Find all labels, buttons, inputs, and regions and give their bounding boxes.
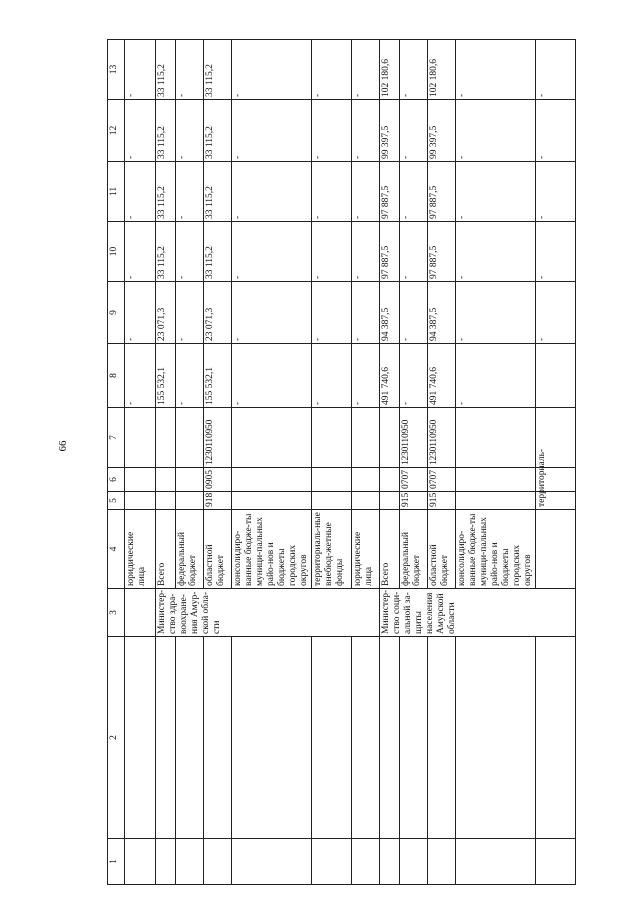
ministry-name-cell: Министер-ство здра-воохране-ния Амур-ской обла-сти: [156, 589, 380, 637]
table-cell: -: [536, 40, 576, 100]
table-cell: 33 115,2: [156, 100, 176, 162]
table-cell: [456, 408, 536, 468]
table-cell: [400, 839, 428, 885]
table-cell: -: [125, 162, 156, 222]
table-cell: [204, 637, 232, 839]
table-cell: 99 397,5: [428, 100, 456, 162]
table-cell: [456, 839, 536, 885]
table-cell: -: [232, 40, 312, 100]
table-cell: [312, 492, 352, 510]
table-cell: 915: [428, 492, 456, 510]
ministry-name-cell: Министер-ство соци-альной за-щиты населения Амурской области: [380, 589, 576, 637]
page-number: 66: [57, 440, 69, 452]
table-row: [232, 40, 312, 885]
column-header: 5: [108, 492, 125, 510]
table-row: [380, 40, 400, 885]
table-cell: -: [125, 100, 156, 162]
table-cell: юридические лица: [352, 510, 380, 589]
budget-table: [107, 39, 576, 885]
column-header: 8: [108, 344, 125, 408]
table-cell: -: [352, 100, 380, 162]
table-cell: федеральный бюджет: [400, 510, 428, 589]
table-cell: 915: [400, 492, 428, 510]
table-cell: -: [352, 162, 380, 222]
table-row: [400, 40, 428, 885]
table-cell: [456, 637, 536, 839]
table-cell: [536, 344, 576, 408]
table-cell: 99 397,5: [380, 100, 400, 162]
table-cell: -: [400, 162, 428, 222]
table-cell: 918: [204, 492, 232, 510]
table-cell: -: [312, 222, 352, 282]
table-cell: 491 740,6: [428, 344, 456, 408]
table-cell: [456, 492, 536, 510]
table-cell: [125, 492, 156, 510]
table-cell: -: [400, 222, 428, 282]
table-row: [352, 40, 380, 885]
table-cell: -: [312, 40, 352, 100]
table-cell: -: [400, 40, 428, 100]
table-cell: -: [176, 282, 204, 344]
table-cell: -: [176, 222, 204, 282]
table-cell: 1230110950: [204, 408, 232, 468]
table-cell: областной бюджет: [428, 510, 456, 589]
column-header: 12: [108, 100, 125, 162]
table-cell: 102 180,6: [380, 40, 400, 100]
table-cell: [232, 839, 312, 885]
table-cell: 0905: [204, 468, 232, 492]
table-cell: [232, 468, 312, 492]
table-cell: -: [125, 282, 156, 344]
table-cell: -: [176, 162, 204, 222]
table-cell: [536, 637, 576, 839]
table-cell: 33 115,2: [156, 40, 176, 100]
table-cell: 97 887,5: [380, 162, 400, 222]
table-row: [176, 40, 204, 885]
table-row: [536, 40, 576, 885]
table-cell: -: [312, 162, 352, 222]
table-cell: Всего: [156, 510, 176, 589]
table-cell: -: [232, 100, 312, 162]
column-header: 4: [108, 510, 125, 589]
table-cell: федеральный бюджет: [176, 510, 204, 589]
table-cell: 491 740,6: [380, 344, 400, 408]
table-cell: [232, 408, 312, 468]
table-cell: 94 387,5: [380, 282, 400, 344]
table-cell: [125, 408, 156, 468]
column-header: 10: [108, 222, 125, 282]
table-cell: -: [176, 40, 204, 100]
table-cell: 33 115,2: [204, 162, 232, 222]
table-cell: [380, 492, 400, 510]
table-cell: [352, 637, 380, 839]
table-cell: 1230110950: [400, 408, 428, 468]
table-cell: 94 387,5: [428, 282, 456, 344]
table-cell: 33 115,2: [156, 162, 176, 222]
table-cell: [312, 839, 352, 885]
table-cell: [536, 839, 576, 885]
table-cell: -: [232, 162, 312, 222]
table-row: [312, 40, 352, 885]
table-cell: [156, 468, 176, 492]
table-cell: 1230110950: [428, 408, 456, 468]
table-row: [428, 40, 456, 885]
table-row: [204, 40, 232, 885]
column-header: 6: [108, 468, 125, 492]
table-cell: -: [176, 100, 204, 162]
table-cell: 155 532,1: [156, 344, 176, 408]
table-cell: -: [456, 40, 536, 100]
table-cell: [204, 839, 232, 885]
table-cell: -: [456, 282, 536, 344]
column-header: 11: [108, 162, 125, 222]
table-cell: [352, 492, 380, 510]
column-header: 2: [108, 637, 125, 839]
column-header: 9: [108, 282, 125, 344]
table-cell: -: [125, 344, 156, 408]
table-row: [456, 40, 536, 885]
table-cell: 0707: [400, 468, 428, 492]
table-cell: [380, 637, 400, 839]
table-cell: [352, 839, 380, 885]
table-cell: -: [125, 222, 156, 282]
table-cell: -: [352, 222, 380, 282]
table-cell: [428, 637, 456, 839]
table-cell: [232, 492, 312, 510]
table-cell: -: [232, 282, 312, 344]
table-cell: -: [536, 162, 576, 222]
table-cell: -: [176, 344, 204, 408]
table-cell: 23 071,3: [204, 282, 232, 344]
table-cell: -: [312, 100, 352, 162]
table-cell: территориаль-: [536, 492, 576, 510]
table-row: [156, 40, 176, 885]
table-cell: -: [456, 222, 536, 282]
table-cell: -: [456, 162, 536, 222]
table-cell: [156, 492, 176, 510]
table-cell: областной бюджет: [204, 510, 232, 589]
table-cell: 33 115,2: [204, 40, 232, 100]
table-cell: [156, 637, 176, 839]
table-cell: 155 532,1: [204, 344, 232, 408]
table-cell: [380, 468, 400, 492]
table-cell: [125, 637, 156, 839]
table-cell: -: [536, 282, 576, 344]
table-cell: юридические лица: [125, 510, 156, 589]
table-cell: -: [352, 40, 380, 100]
table-cell: 33 115,2: [204, 100, 232, 162]
table-cell: 97 887,5: [428, 162, 456, 222]
table-cell: [125, 589, 156, 637]
table-cell: [176, 408, 204, 468]
table-cell: территориаль-ные внебюд-жетные фонды: [312, 510, 352, 589]
table-cell: -: [352, 282, 380, 344]
table-cell: [380, 839, 400, 885]
table-cell: [176, 637, 204, 839]
table-cell: -: [312, 344, 352, 408]
table-cell: -: [400, 100, 428, 162]
table-cell: -: [400, 282, 428, 344]
column-header: 13: [108, 40, 125, 100]
rotated-table-container: [107, 40, 596, 885]
column-header: 1: [108, 839, 125, 885]
table-cell: консолидиро-ванные бюдже-ты муници-пальных райо-нов и бюджеты городских округов: [456, 510, 536, 589]
header-row: [108, 40, 125, 885]
table-cell: [125, 468, 156, 492]
column-header: 7: [108, 408, 125, 468]
table-cell: -: [536, 100, 576, 162]
table-cell: [428, 839, 456, 885]
table-cell: -: [312, 282, 352, 344]
table-cell: [176, 492, 204, 510]
table-cell: -: [456, 344, 536, 408]
table-cell: [156, 408, 176, 468]
table-cell: [176, 839, 204, 885]
table-frame: [107, 40, 596, 885]
table-cell: 102 180,6: [428, 40, 456, 100]
table-cell: -: [232, 222, 312, 282]
column-header: 3: [108, 589, 125, 637]
table-cell: [312, 637, 352, 839]
table-cell: [312, 468, 352, 492]
table-cell: [352, 408, 380, 468]
table-cell: [380, 408, 400, 468]
table-cell: 0707: [428, 468, 456, 492]
table-cell: [536, 510, 576, 589]
table-cell: [156, 839, 176, 885]
table-cell: [176, 468, 204, 492]
table-cell: 33 115,2: [156, 222, 176, 282]
table-row: [125, 40, 156, 885]
table-cell: -: [536, 222, 576, 282]
table-cell: [352, 468, 380, 492]
table-cell: -: [125, 40, 156, 100]
table-cell: 23 071,3: [156, 282, 176, 344]
table-cell: -: [232, 344, 312, 408]
table-cell: -: [456, 100, 536, 162]
table-cell: -: [400, 344, 428, 408]
table-cell: -: [352, 344, 380, 408]
table-cell: [312, 408, 352, 468]
table-cell: 97 887,5: [380, 222, 400, 282]
table-cell: 33 115,2: [204, 222, 232, 282]
table-cell: [125, 839, 156, 885]
table-cell: 97 887,5: [428, 222, 456, 282]
table-cell: [232, 637, 312, 839]
table-cell: [456, 468, 536, 492]
table-cell: Всего: [380, 510, 400, 589]
table-cell: консолидиро-ванные бюдже-ты муници-пальных райо-нов и бюджеты городских округов: [232, 510, 312, 589]
table-cell: [400, 637, 428, 839]
